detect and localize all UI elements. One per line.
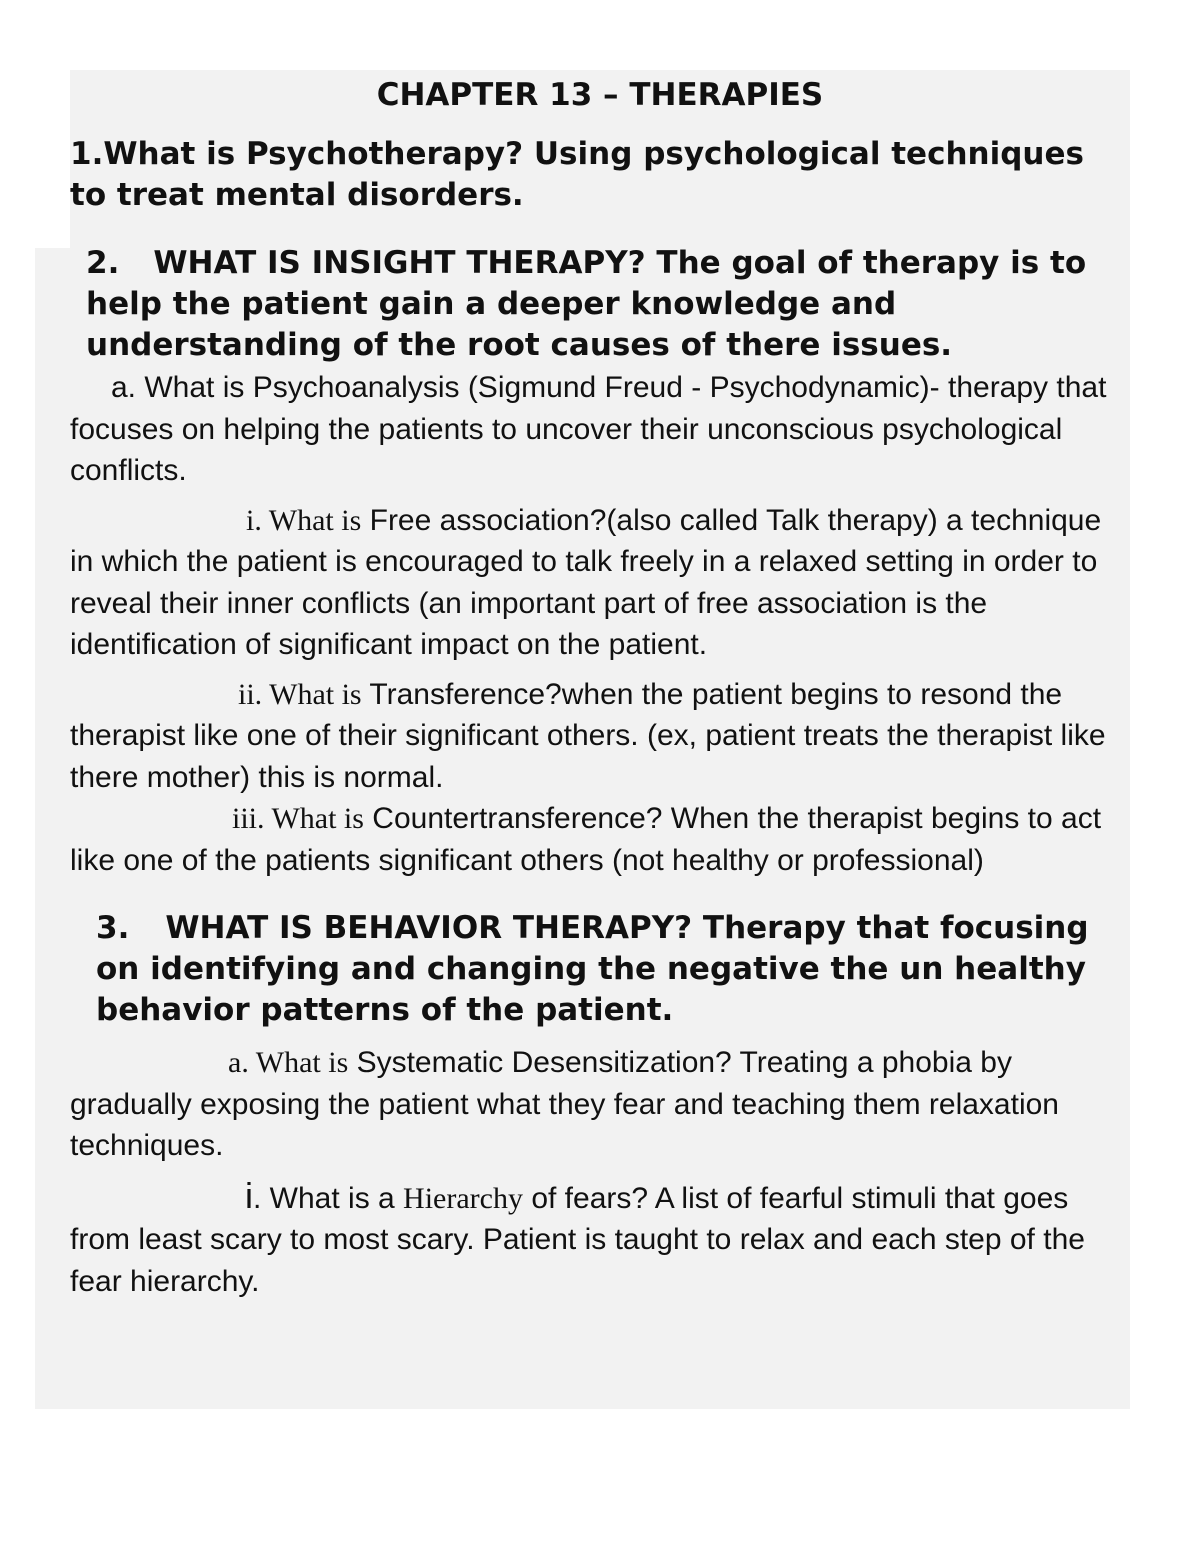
item-2a-marker: a. What is [111,371,253,404]
item-2i-free-association [70,500,1130,666]
question-3-label: WHAT IS BEHAVIOR THERAPY? [165,910,693,946]
item-2iii-text: When the therapist begins to act like one of the patients significant others (not healthy or professional) [70,802,1102,877]
item-2iii-countertransference [70,798,1130,881]
item-3i-prefix: . What is a [253,1181,404,1215]
question-2 [70,243,1130,366]
question-1-label: 1.What is Psychotherapy? [70,136,524,172]
item-2ii-marker: ii. What is [238,677,362,711]
question-1 [70,134,1130,216]
chapter-title: CHAPTER 13 – THERAPIES [376,77,824,113]
item-2i-text: (also called Talk therapy) a technique in which the patient is encouraged to talk freely in a relaxed setting in order to reveal their inner conflicts (an important part of free association is the identification of significant impact on the patient. [70,503,1102,661]
question-2-label: WHAT IS INSIGHT THERAPY? [153,245,646,281]
item-2ii-transference [70,674,1130,799]
item-3a-term: Systematic Desensitization? [348,1046,732,1079]
item-3i-term: Hierarchy [403,1181,523,1215]
item-2ii-term: Transference? [361,677,562,711]
question-2-number: 2. [86,245,120,281]
item-2ii-text: when the patient begins to resond the therapist like one of their significant others. (ex, patient treats the therapist like there mother) this is normal. [70,677,1106,794]
item-3a-text: Treating a phobia by gradually exposing the patient what they fear and teaching them relaxation techniques. [70,1046,1059,1162]
item-2i-marker: i. What is [246,503,362,537]
item-3i-text: of fears? A list of fearful stimuli that goes from least scary to most scary. Patient is taught to relax and each step of the fear hierarchy. [70,1181,1085,1298]
item-2i-term: Free association? [361,503,607,537]
item-2a-term: Psychoanalysis (Sigmund Freud - Psychodynamic)- [252,371,940,404]
item-2iii-term: Countertransference? [363,802,663,835]
question-3-answer: Therapy that focusing on identifying and changing the negative the un healthy behavior patterns of the patient. [96,910,1089,1028]
item-2a-text: therapy that focuses on helping the patients to uncover their unconscious psychological conflicts. [70,371,1107,487]
question-3 [70,908,1130,1031]
item-3a-systematic-desensitization [70,1042,1130,1167]
item-3i-marker: i [245,1174,253,1216]
document-body [70,70,1130,1302]
question-1-answer: Using psychological techniques to treat mental disorders. [70,136,1084,213]
question-3-number: 3. [96,910,130,946]
item-2a-psychoanalysis [70,367,1130,492]
item-2iii-marker: iii. What is [232,802,364,835]
question-2-answer: The goal of therapy is to help the patient gain a deeper knowledge and understanding of the root causes of there issues. [86,245,1087,363]
item-3i-hierarchy-of-fears [70,1175,1130,1303]
item-3a-marker: a. What is [228,1046,349,1079]
